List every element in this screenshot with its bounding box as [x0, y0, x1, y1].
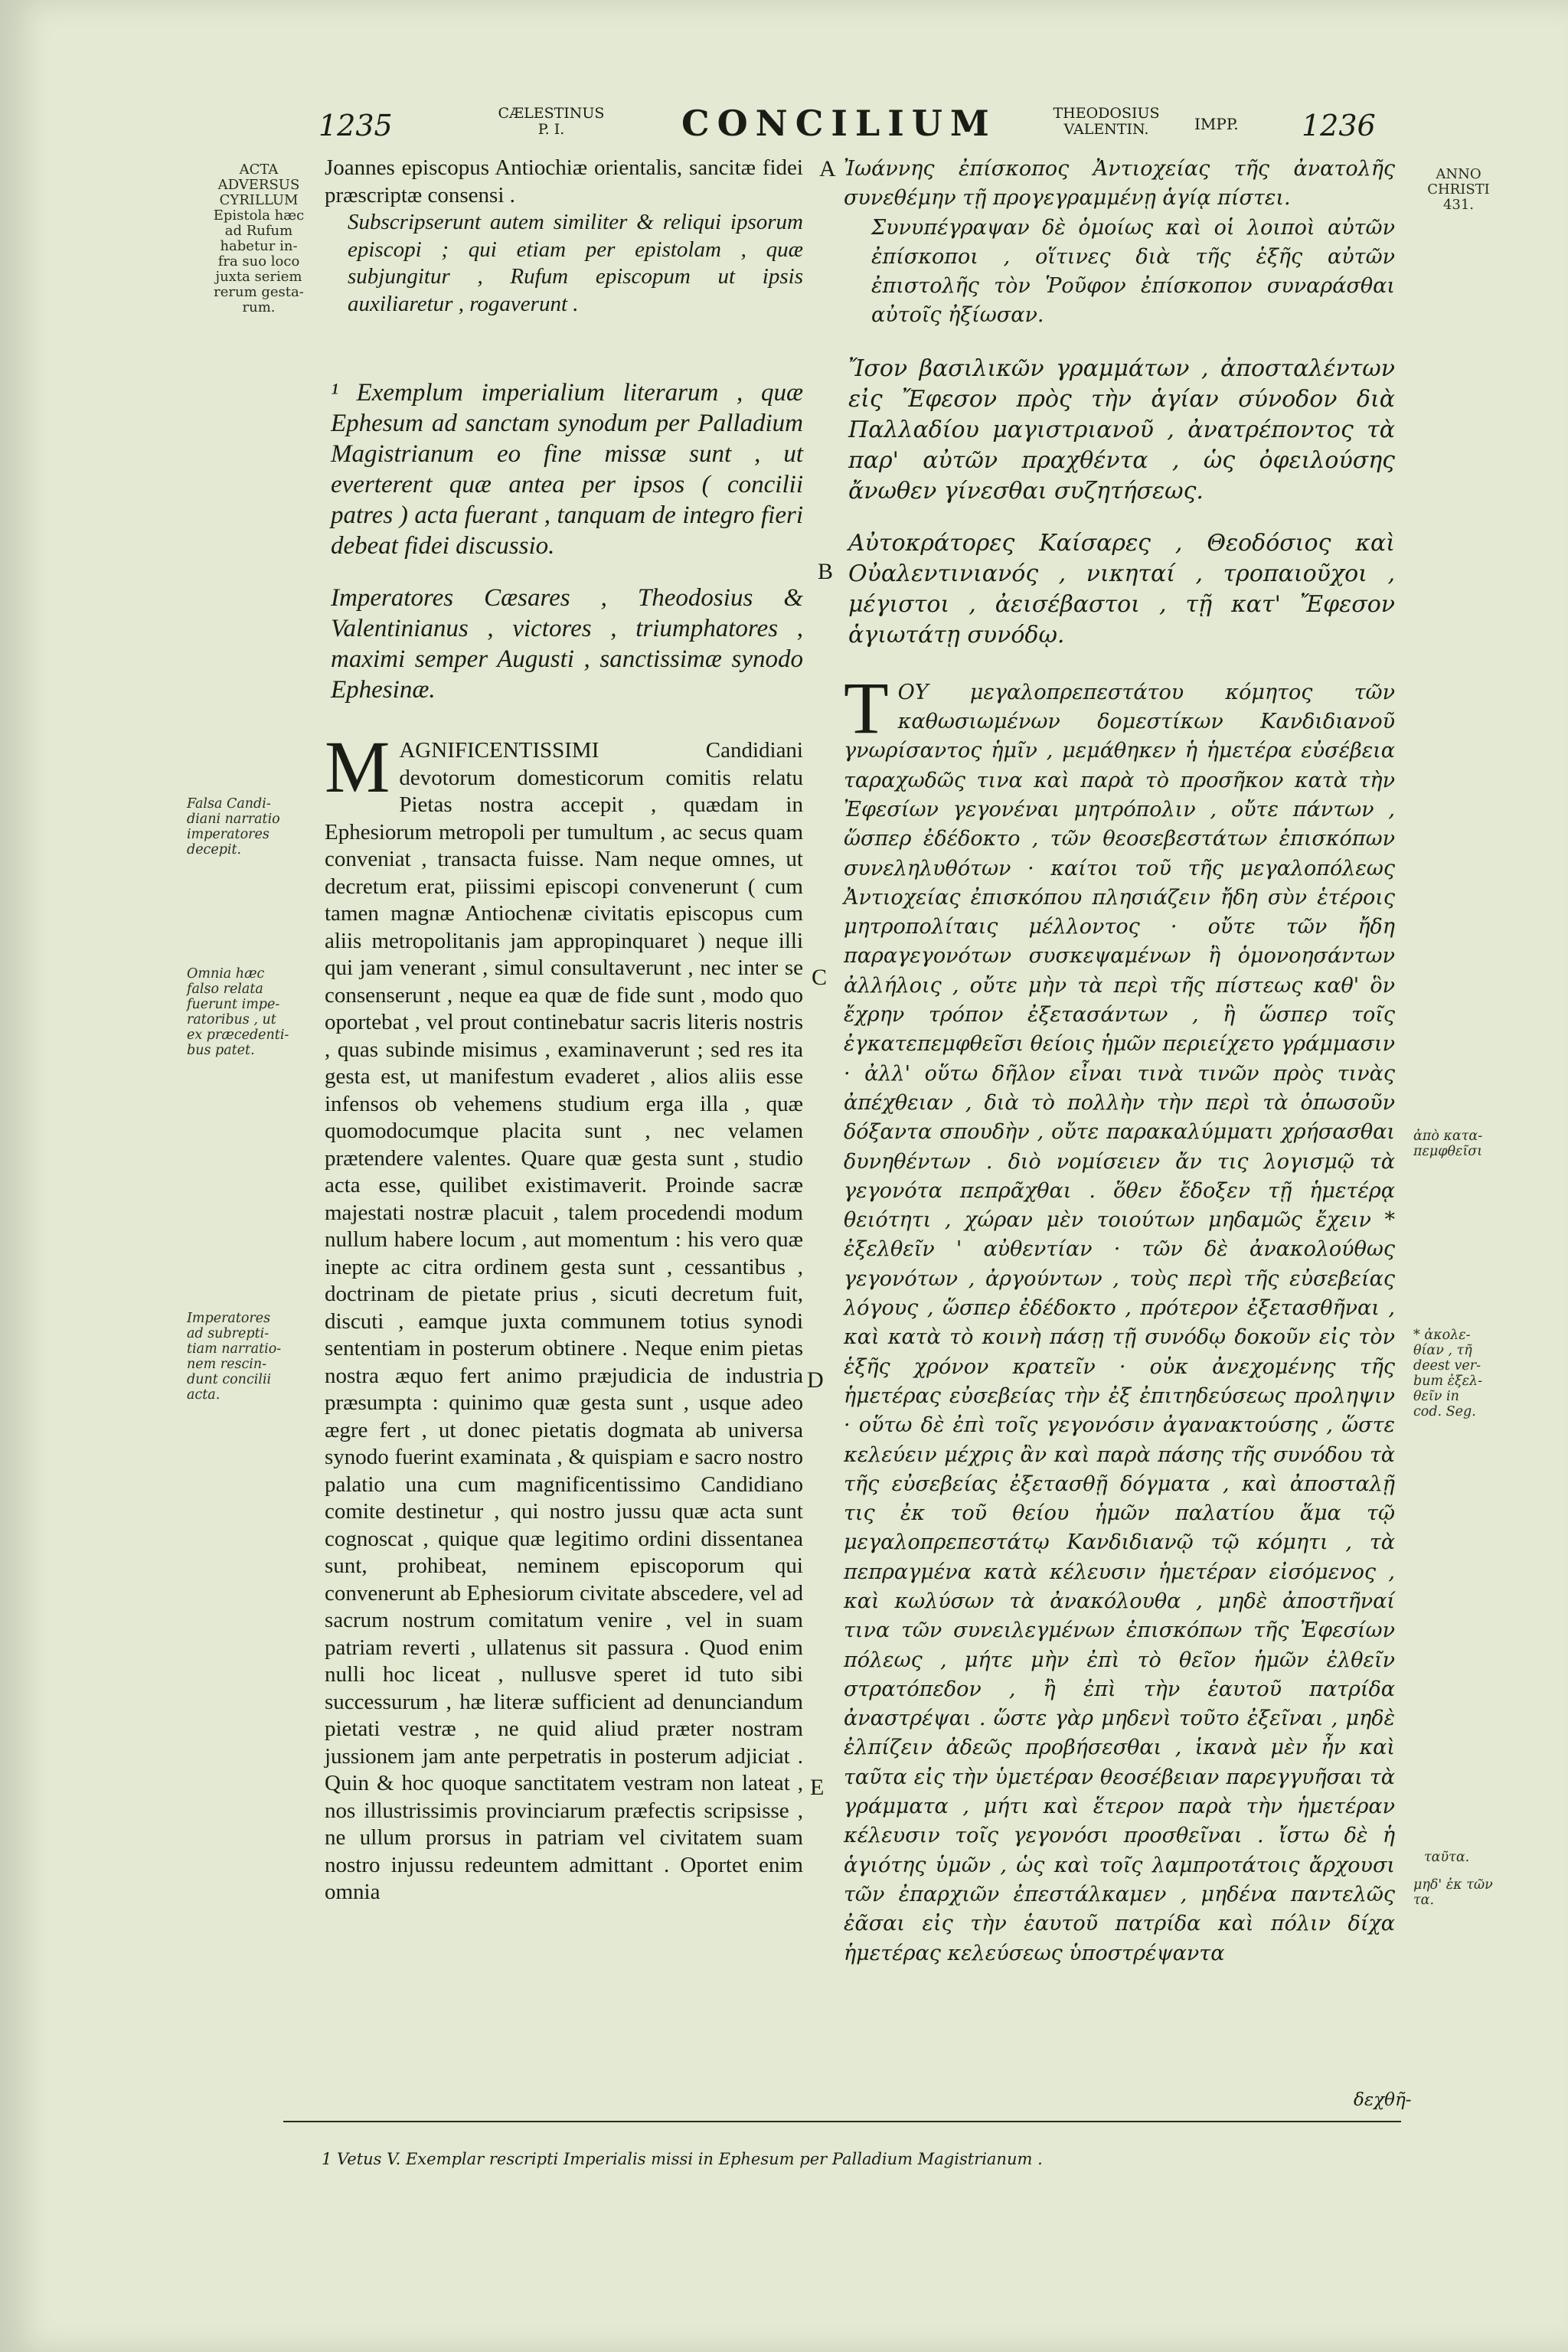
- section-letter-a: A: [819, 156, 836, 181]
- latin-main-text-block: [325, 726, 803, 1906]
- catchword: δεχθῆ-: [1354, 2090, 1412, 2110]
- section-letter-c: C: [812, 965, 828, 990]
- left-page-number: 1235: [318, 109, 393, 142]
- latin-subscription-note: Subscripserunt autem similiter & reliqui ipsorum episcopi ; qui etiam per epistolam , quæ subjungitur , Rufum episcopum ut ipsis auxiliaretur , rogaverunt .: [348, 210, 803, 316]
- latin-main-text: AGNIFICENTISSIMI Candidiani devotorum domesticorum comitis relatu Pietas nostra accepit , quædam in Ephesiorum metropoli per tumultum , ac secus quam conveniat , transacta fuisse. Nam neque omnes, ut decretum erat, piissimi episcopi convenerunt ( cum tamen magnæ Antiochenæ civitatis episcopus cum aliis metropolitanis jam appropinquaret ) neque illi qui jam venerant , simul consultaverunt , nec inter se consenserunt , neque ea quæ de fide sunt , modo quo oportebat , vel prout continebatur sacris literis nostris , quas subinde misimus , examinaverunt ; sed res ita gesta est, ut manifestum evaderet , alios aliis esse infensos ob vehemens studium erga illa , quæ quomodocumque placita sunt , nec velamen prætendere valentes. Quare quæ gesta sunt , studio acta esse, quilibet existimaverit. Proinde sacræ majestati nostræ placuit , talem procedendi modum nullum habere locum , aut momentum : his vero quæ inepte ac citra ordinem gesta sunt , cessantibus , doctrinam de pietate prius , sicuti decretum fuit, discuti , eamque juxta communem totius synodi sententiam in posterum obtinere . Neque enim pietas nostra æquo fert animo præjudicia de industria præsumpta : quinimo quæ gesta sunt , usque adeo ægre fert , ut donec pietatis dogmata ab universa synodo fuerint examinata , & quispiam e sacro nostro palatio una cum magnificentissimo Candidiano comite destinetur , qui nostro jussu quæ acta sunt cognoscat , quique quæ legitimo ordini dissentanea sunt, prohibeat, neminem episcoporum qui convenerunt ab Ephesiorum civitate abscedere, vel ad sacrum nostrum comitatum venire , vel in suam patriam reverti , ullatenus sit passura . Quod enim nulli hoc liceat , nullusve speret id tuto sibi successurum , hæ literæ sufficient ad denunciandum pietati vestræ , ne quid aliud præter nostram jussionem jam ante perpetratis in posterum adjiciat . Quin & hoc quoque sanctitatem vestram non lateat , nos illustrissimis provinciarum præfectis scripsisse , ne ullum prorsus in patriam vel civitatem suam nostro injussu redeuntem admittant . Oportet enim omnia: [325, 738, 803, 1904]
- section-letter-d: D: [807, 1367, 824, 1393]
- margin-note-greek-3: ταῦτα.: [1424, 1850, 1470, 1865]
- margin-note-greek-2: * ἀκολε- θίαν , τῆ deest ver- bum ἐξελ- θεῖν in cod. Seg.: [1413, 1328, 1483, 1419]
- margin-note-falsa: Falsa Candi- diani narratio imperatores decepit.: [187, 796, 280, 858]
- latin-subscription-joannes: Joannes episcopus Antiochiæ orientalis, sancitæ fidei præscriptæ consensi .: [325, 155, 803, 207]
- margin-note-acta: ACTA ADVERSUS CYRILLUM Epistola hæc ad Rufum habetur in- fra suo loco juxta seriem rerum gesta- rum.: [213, 162, 305, 315]
- latin-rubric-imperatores: Imperatores Cæsares , Theodosius & Valentinianus , victores , triumphatores , maximi semper Augusti , sanctissimæ synodo Ephesinæ.: [331, 584, 803, 704]
- right-page-number: 1236: [1302, 109, 1376, 142]
- latin-dropcap: M: [325, 726, 390, 808]
- section-letter-e: E: [810, 1775, 825, 1800]
- greek-dropcap: T: [844, 666, 889, 749]
- section-letter-b: B: [818, 559, 834, 584]
- greek-subscription-joannes: Ἰωάννης ἐπίσκοπος Ἀντιοχείας τῆς ἀνατολῆς συνεθέμην τῇ προγεγραμμένῃ ἁγίᾳ πίστει.: [844, 157, 1395, 211]
- right-running-title-impp: IMPP.: [1194, 115, 1239, 133]
- latin-column: [325, 155, 803, 1906]
- greek-rubric-autokratores: Αὐτοκράτορες Καίσαρες , Θεοδόσιος καὶ Οὐαλεντινιανός , νικηταί , τροπαιοῦχοι , μέγιστοι , ἀεισέβαστοι , τῇ κατ' Ἔφεσον ἁγιωτάτῃ συνόδῳ.: [848, 529, 1395, 648]
- latin-rubric-exemplum: ¹ Exemplum imperialium literarum , quæ Ephesum ad sanctam synodum per Palladium Magistrianum eo fine missæ sunt , ut everterent quæ antea per ipsos ( concilii patres ) acta fuerant , tanquam de integro fieri debeat fidei discussio.: [331, 379, 803, 560]
- greek-main-text: ΟΥ μεγαλοπρεπεστάτου κόμητος τῶν καθωσιωμένων δομεστίκων Κανδιδιανοῦ γνωρίσαντος ἡμῖν , μεμάθηκεν ἡ ἡμετέρα εὐσέβεια ταραχωδῶς τινα καὶ παρὰ τὸ προσῆκον κατὰ τὴν Ἐφεσίων γεγονέναι μητρόπολιν , οὔτε πάντων , ὥσπερ ἐδέδοκτο , τῶν θεοσεβεστάτων ἐπισκόπων συνεληλυθότων · καίτοι τοῦ τῆς μεγαλοπόλεως Ἀντιοχείας ἐπισκόπου πλησιάζειν ἤδη σὺν ἑτέροις μητροπολίταις μέλλοντος · οὔτε τῶν ἤδη παραγεγονότων συσκεψαμένων ἢ ὁμονοησάντων ἀλλήλοις , οὔτε μὴν τὰ περὶ τῆς πίστεως καθ' ὃν ἔχρην τρόπον ἐξετασάντων , ἢ ὥσπερ τοῖς ἐγκατεπεμφθεῖσι θείοις ἡμῶν περιείχετο γράμμασιν · ἀλλ' οὕτω δῆλον εἶναι τινὰ τινῶν πρὸς τινὰς ἀπέχθειαν , διὰ τὸ πολλὴν τὴν περὶ τὰ ὁπωσοῦν δόξαντα σπουδὴν , οὔτε παρακαλύμματι χρήσασθαι δυνηθέντων . διὸ νομίσειεν ἄν τις λογισμῷ τὰ γεγονότα πεπρᾶχθαι . ὅθεν ἔδοξεν τῇ ἡμετέρᾳ θειότητι , χώραν μὲν τοιούτων μηδαμῶς ἔχειν * ἐξελθεῖν ' αὐθεντίαν · τῶν δὲ ἀνακολούθως γεγονότων , ἀργούντων , τοὺς περὶ τῆς εὐσεβείας λόγους , ὥσπερ ἐδέδοκτο , πρότερον ἐξετασθῆναι , καὶ κατὰ τὸ κοινὴ πάσῃ τῇ συνόδῳ δοκοῦν εἰς τὸν ἑξῆς χρόνον κρατεῖν · οὐκ ἀνεχομένης τῆς ἡμετέρας εὐσεβείας τὴν ἐξ ἐπιτηδεύσεως προληψιν · οὕτω δὲ ἐπὶ τοῖς γεγονόσιν ἀγανακτούσης , ὥστε κελεύειν μέχρις ἂν καὶ παρὰ πάσης τῆς συνόδου τὰ τῆς εὐσεβείας ἐξετασθῇ δόγματα , καὶ ἀποσταλῇ τις ἐκ τοῦ θείου ἡμῶν παλατίου ἅμα τῷ μεγαλοπρεπεστάτῳ Κανδιδιανῷ τῷ κόμητι , τὰ πεπραγμένα κατὰ κέλευσιν ἡμετέραν εἰσόμενος , καὶ κωλύσων τὰ ἀνακόλουθα , μηδὲ ἀποστῆναί τινα τῶν συνειλεγμένων ἐπισκόπων τῆς Ἐφεσίων πόλεως , μήτε μὴν ἐπὶ τὸ θεῖον ἡμῶν ἐλθεῖν στρατόπεδον , ἢ ἐπὶ τὴν ἑαυτοῦ πατρίδα ἀναστρέψαι . ὥστε γὰρ μηδενὶ τοῦτο ἐξεῖναι , μηδὲ ἐλπίζειν ἀδεῶς προβήσεσθαι , ἱκανὰ μὲν ἦν καὶ ταῦτα εἰς τὴν ὑμετέραν θεοσέβειαν παρεγγυῆσαι τὰ γράμματα , μήτι καὶ ἕτερον παρὰ τὴν ἡμετέραν κέλευσιν τοῖς γεγονόσι προσθεῖναι . ἴστω δὲ ἡ ἁγιότης ὑμῶν , ὡς καὶ τοῖς λαμπροτάτοις ἄρχουσι τῶν ἐπαρχιῶν ἐπεστάλκαμεν , μηδένα παντελῶς ἐᾶσαι εἰς τὴν ἑαυτοῦ πατρίδα καὶ πόλιν δίχα ἡμετέρας κελεύσεως ὑποστρέψαντα: [844, 680, 1395, 1965]
- footnote-rule: [283, 2121, 1401, 2122]
- margin-note-greek-1: ἀπὸ κατα- πεμφθεῖσι: [1413, 1129, 1483, 1159]
- center-running-title: CONCILIUM: [681, 103, 997, 144]
- margin-note-omnia: Omnia hæc falso relata fuerunt impe- ratoribus , ut ex præcedenti- bus patet.: [187, 966, 289, 1058]
- margin-note-greek-4: μηδ' ἐκ τῶν τα.: [1413, 1877, 1493, 1908]
- right-running-title: THEODOSIUS VALENTIN.: [1053, 105, 1160, 138]
- margin-note-imperatores: Imperatores ad subrepti- tiam narratio- nem rescin- dunt concilii acta.: [187, 1311, 282, 1403]
- footnote-vetus: 1 Vetus V. Exemplar rescripti Imperialis missi in Ephesum per Palladium Magistrianum .: [322, 2150, 1043, 2168]
- greek-rubric-ison: Ἴσον βασιλικῶν γραμμάτων , ἀποσταλέντων εἰς Ἔφεσον πρὸς τὴν ἁγίαν σύνοδον διὰ Παλλαδίου μαγιστριανοῦ , ἀνατρέποντος τὰ παρ' αὐτῶν πραχθέντα , ὡς ὀφειλούσης ἄνωθεν γίνεσθαι συζητήσεως.: [848, 354, 1395, 505]
- margin-note-anno: ANNO CHRISTI 431.: [1427, 166, 1490, 213]
- running-header: [0, 98, 1568, 152]
- greek-subscription-note: Συνυπέγραψαν δὲ ὁμοίως καὶ οἱ λοιποὶ αὐτῶν ἐπίσκοποι , οἵτινες διὰ τῆς ἑξῆς αὐτῶν ἐπιστολῆς τὸν Ῥοῦφον ἐπίσκοπον συναράσθαι αὐτοῖς ἠξίωσαν.: [871, 215, 1395, 328]
- left-running-title: CÆLESTINUS P. I.: [498, 105, 605, 138]
- greek-main-text-block: [844, 666, 1395, 1968]
- greek-column: [844, 155, 1395, 1968]
